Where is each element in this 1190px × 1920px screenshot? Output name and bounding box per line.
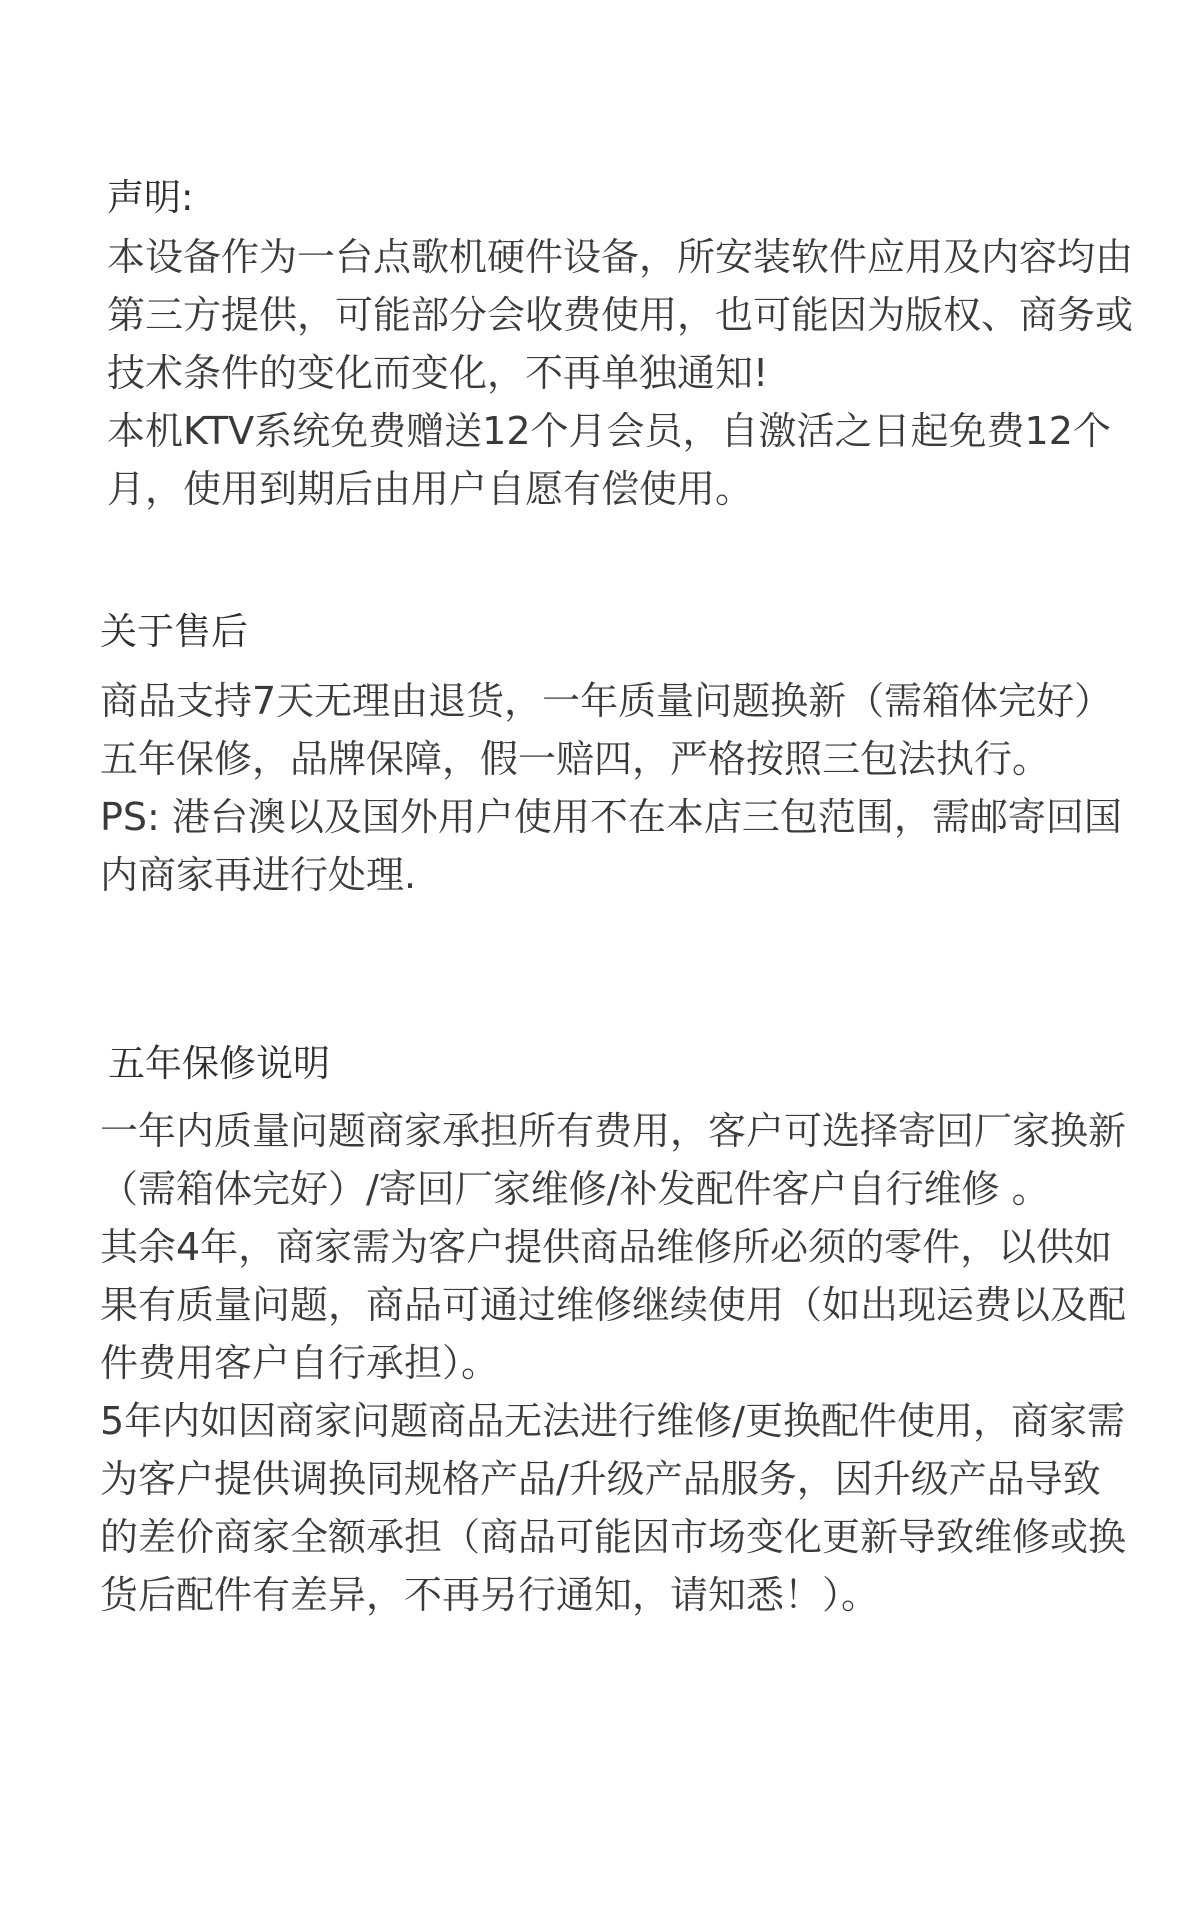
warranty-line: 为客户提供调换同规格产品/升级产品服务，因升级产品导致 bbox=[100, 1457, 1101, 1501]
aftersales-section bbox=[100, 608, 1122, 904]
warranty-line: 其余4年，商家需为客户提供商品维修所必须的零件，以供如 bbox=[100, 1225, 1113, 1269]
statement-line: 本设备作为一台点歌机硬件设备，所安装软件应用及内容均由 bbox=[107, 235, 1134, 279]
warranty-title: 五年保修说明 bbox=[108, 1042, 330, 1085]
warranty-line: 的差价商家全额承担（商品可能因市场变化更新导致维修或换 bbox=[100, 1515, 1127, 1559]
statement-line: 月，使用到期后由用户自愿有偿使用。 bbox=[107, 467, 754, 511]
aftersales-line: 内商家再进行处理. bbox=[100, 853, 417, 897]
warranty-section bbox=[100, 1040, 1126, 1624]
warranty-line: （需箱体完好）/寄回厂家维修/补发配件客户自行维修 。 bbox=[100, 1167, 1050, 1211]
aftersales-line: 五年保修，品牌保障，假一赔四，严格按照三包法执行。 bbox=[100, 737, 1051, 781]
warranty-line: 件费用客户自行承担）。 bbox=[100, 1341, 500, 1385]
statement-line: 本机KTV系统免费赠送12个月会员，自激活之日起免费12个 bbox=[107, 409, 1111, 453]
warranty-line: 5年内如因商家问题商品无法进行维修/更换配件使用，商家需 bbox=[100, 1399, 1125, 1443]
warranty-line: 货后配件有差异，不再另行通知，请知悉！）。 bbox=[100, 1573, 880, 1617]
warranty-line: 果有质量问题，商品可通过维修继续使用（如出现运费以及配 bbox=[100, 1283, 1127, 1327]
aftersales-line: 商品支持7天无理由退货，一年质量问题换新（需箱体完好） bbox=[100, 679, 1113, 723]
aftersales-title: 关于售后 bbox=[100, 610, 248, 653]
statement-section bbox=[107, 174, 1133, 518]
warranty-line: 一年内质量问题商家承担所有费用，客户可选择寄回厂家换新 bbox=[100, 1109, 1127, 1153]
aftersales-line: PS: 港台澳以及国外用户使用不在本店三包范围，需邮寄回国 bbox=[100, 795, 1122, 839]
statement-line: 第三方提供，可能部分会收费使用，也可能因为版权、商务或 bbox=[107, 293, 1134, 337]
statement-title: 声明: bbox=[107, 176, 194, 219]
statement-line: 技术条件的变化而变化，不再单独通知! bbox=[107, 351, 769, 395]
